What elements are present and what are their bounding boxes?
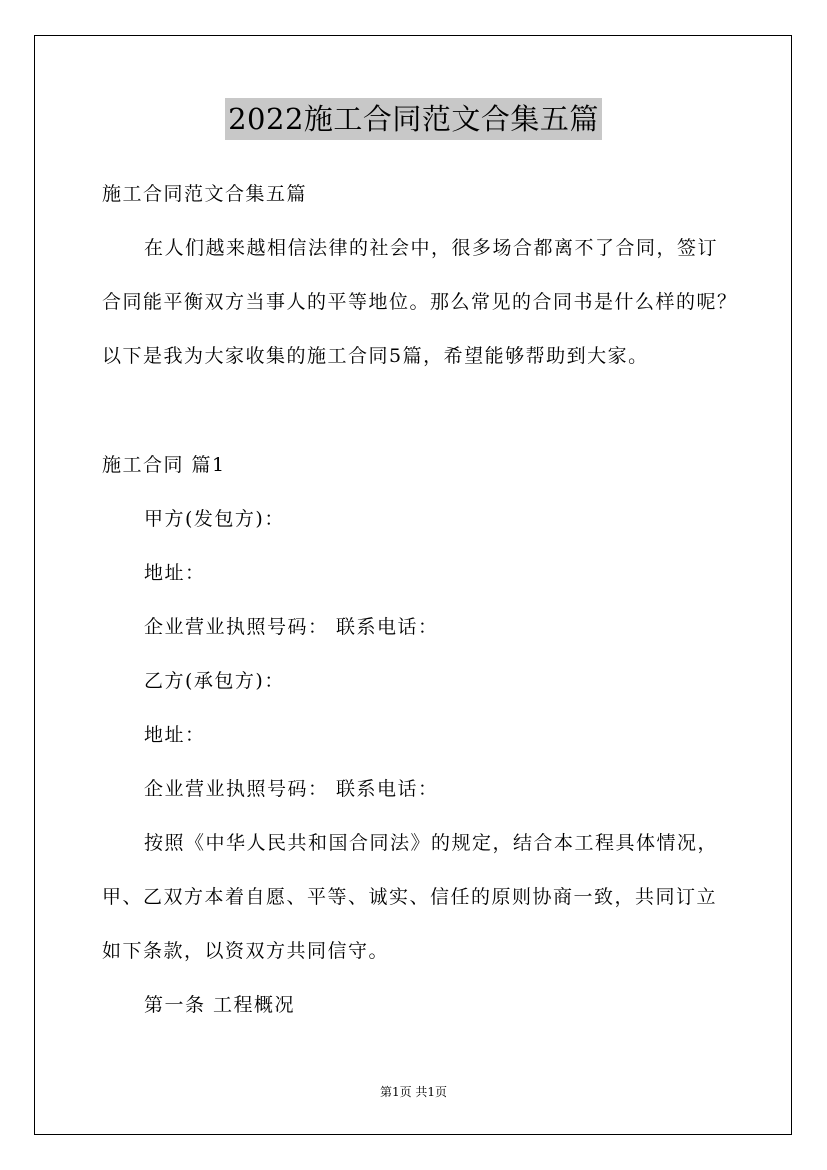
article-1-heading: 第一条 工程概况 xyxy=(144,994,296,1016)
intro-line-3: 以下是我为大家收集的施工合同5篇，希望能够帮助到大家。 xyxy=(102,345,649,367)
page-footer: 第1页 共1页 xyxy=(379,1085,448,1099)
document-title: 2022施工合同范文合集五篇 xyxy=(225,98,602,140)
section-heading: 施工合同 篇1 xyxy=(102,454,226,476)
intro-line-1: 在人们越来越相信法律的社会中，很多场合都离不了合同，签订 xyxy=(144,237,719,259)
party-a-label: 甲方(发包方)： xyxy=(144,508,285,530)
party-b-license: 企业营业执照号码： 联系电话： xyxy=(144,778,439,800)
party-a-address: 地址： xyxy=(144,562,206,584)
agreement-line-2: 甲、乙双方本着自愿、平等、诚实、信任的原则协商一致，共同订立 xyxy=(102,886,718,908)
intro-line-2: 合同能平衡双方当事人的平等地位。那么常见的合同书是什么样的呢？ xyxy=(102,291,738,313)
party-b-address: 地址： xyxy=(144,724,206,746)
agreement-line-1: 按照《中华人民共和国合同法》的规定，结合本工程具体情况， xyxy=(144,832,719,854)
document-subtitle: 施工合同范文合集五篇 xyxy=(102,183,308,205)
agreement-line-3: 如下条款，以资双方共同信守。 xyxy=(102,940,390,962)
party-a-license: 企业营业执照号码： 联系电话： xyxy=(144,616,439,638)
party-b-label: 乙方(承包方)： xyxy=(144,670,285,692)
title-wrapper xyxy=(0,98,827,140)
